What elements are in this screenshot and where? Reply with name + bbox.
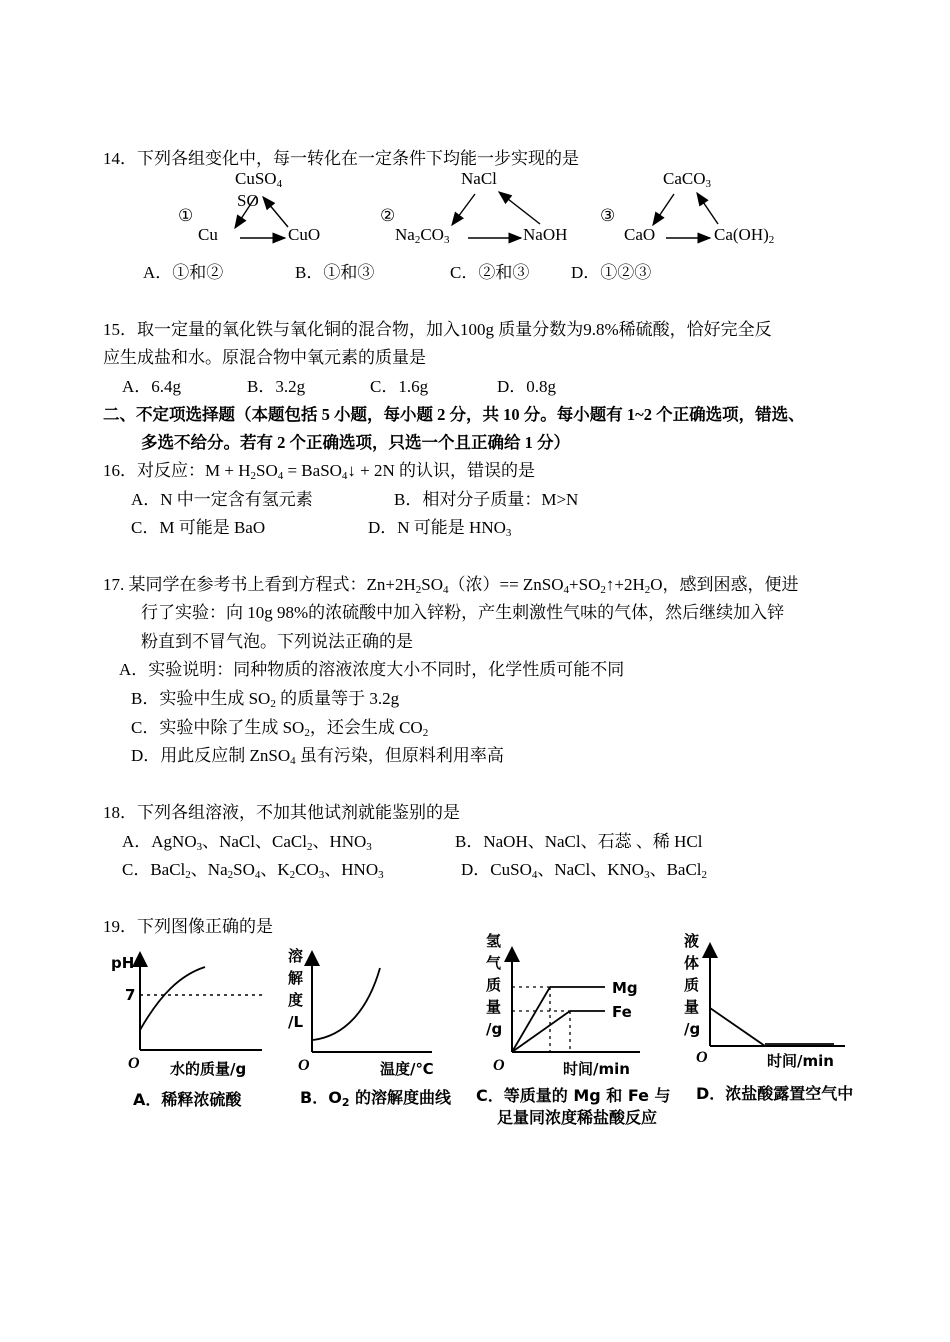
formula-top: CuSO$_4$ [235,169,283,190]
graph-c-caption-1: C．等质量的 Mg 和 Fe 与 [476,1086,671,1105]
graph-c-caption-2: 足量同浓度稀盐酸反应 [497,1108,658,1127]
graph-d-ylabel-2: 体 [684,954,700,972]
graph-b-ylabel-2: 解 [288,969,304,987]
q15-option-a[interactable]: A．6.4g [122,377,182,396]
diagram-number: ③ [600,206,616,225]
q17-option-d[interactable]: D．用此反应制 ZnSO$_4$ 虽有污染，但原料利用率高 [131,746,504,767]
q14-stem: 14．下列各组变化中，每一转化在一定条件下均能一步实现的是 [103,149,579,168]
q14-option-c[interactable]: C．②和③ [450,263,530,282]
graph-c-ylabel-2: 气 [486,954,502,972]
graph-d-ylabel-4: 量 [684,998,700,1016]
graph-b-xlabel: 温度/℃ [380,1060,434,1078]
graph-c-ylabel-5: /g [486,1020,503,1038]
q15-option-d[interactable]: D．0.8g [497,377,557,396]
diagram-number: ② [380,206,396,225]
graph-a-xlabel: 水的质量/g [170,1060,247,1078]
section-heading-line2: 多选不给分。若有 2 个正确选项，只选一个且正确给 1 分） [141,433,570,452]
q19-stem: 19．下列图像正确的是 [103,917,273,936]
q16-option-a[interactable]: A．N 中一定含有氢元素 [131,490,313,509]
q17-stem-line2: 行了实验：向 10g 98%的浓硫酸中加入锌粉，产生刺激性气味的气体，然后继续加入锌 [141,603,785,622]
formula-right: $Ca(OH)_2$ [714,225,775,246]
graph-c-origin: O [493,1057,505,1074]
graph-b-ylabel-1: 溶 [288,947,304,965]
q17-option-b[interactable]: B．实验中生成 $SO_2$ 的质量等于 3.2g [131,689,400,710]
graph-d-origin: O [696,1049,708,1066]
q16-stem: 16．对反应：$M + H_2SO_4$ = BaSO$_4$↓ + 2N 的认识，错误的是 [103,461,536,482]
q15-option-c[interactable]: C．1.6g [370,377,429,396]
q18-option-a[interactable]: A．AgNO$_3$、NaCl、CaCl$_2$、$HNO_3$ [122,832,372,853]
graph-c-ylabel-4: 量 [486,998,502,1016]
graph-d-xlabel: 时间/min [767,1052,834,1070]
graph-d-caption: D．浓盐酸露置空气中 [696,1084,854,1103]
graph-a-seven: 7 [125,986,136,1004]
graph-a-caption: A．稀释浓硫酸 [133,1090,242,1109]
q18-stem: 18．下列各组溶液，不加其他试剂就能鉴别的是 [103,803,460,822]
graph-b-origin: O [298,1057,310,1074]
graph-c-fe-label: Fe [612,1003,632,1021]
formula-right: NaOH [523,225,568,244]
formula-left: CaO [624,225,656,244]
graph-b-ylabel-4: /L [288,1013,304,1031]
q15-stem-line1: 15．取一定量的氧化铁与氧化铜的混合物，加入100g 质量分数为9.8%稀硫酸，恰好完全反 [103,320,772,339]
formula-right: CuO [288,225,321,244]
q16-option-d[interactable]: D．N 可能是 $HNO_3$ [368,518,512,539]
formula-top: CaCO$_3$ [663,169,711,190]
graph-b-caption: B．$O_2$ 的溶解度曲线 [300,1088,452,1109]
graph-b-ylabel-3: 度 [288,991,304,1009]
q14-option-a[interactable]: A．①和② [143,263,224,282]
graph-a-ylabel: pH [111,954,135,972]
q15-option-b[interactable]: B．3.2g [247,377,306,396]
graph-d-ylabel-3: 质 [684,976,700,994]
q18-option-d[interactable]: D．CuSO$_4$、NaCl、$KNO_3$、BaCl$_2$ [461,860,708,881]
q15-stem-line2: 应生成盐和水。原混合物中氧元素的质量是 [103,348,426,367]
q18-option-b[interactable]: B．NaOH、NaCl、石蕊 、稀 HCl [455,832,703,851]
graph-c-mg-label: Mg [612,979,638,997]
q14-option-d[interactable]: D．①②③ [571,263,652,282]
formula-mid: SO [237,191,259,210]
formula-left: $Na_2CO_3$ [395,225,450,246]
graph-d-ylabel-1: 液 [684,932,700,950]
graph-a-origin: O [128,1055,140,1072]
q18-option-c[interactable]: C．BaCl$_2$、$Na_2SO_4$、$K_2CO_3$、$HNO_3$ [122,860,384,881]
q16-option-c[interactable]: C．M 可能是 BaO [131,518,266,537]
q17-option-a[interactable]: A．实验说明：同种物质的溶液浓度大小不同时，化学性质可能不同 [119,660,625,679]
q14-option-b[interactable]: B．①和③ [295,263,375,282]
q17-stem-line1: 17. 某同学在参考书上看到方程式：$Zn+2H_2SO_4$（浓）== $ZnSO_4+SO_2↑+2H_2O$，感到困惑，便进 [103,575,799,596]
q17-stem-line3: 粉直到不冒气泡。下列说法正确的是 [141,632,413,651]
graph-c-ylabel-3: 质 [486,976,502,994]
graph-d-ylabel-5: /g [684,1020,701,1038]
formula-top: NaCl [461,169,497,188]
section-heading-line1: 二、不定项选择题（本题包括 5 小题，每小题 2 分，共 10 分。每小题有 1~2 个正确选项，错选、 [103,405,805,424]
q16-option-b[interactable]: B．相对分子质量：M>N [394,490,579,509]
formula-left: Cu [198,225,218,244]
q17-option-c[interactable]: C．实验中除了生成 $SO_2$，还会生成 $CO_2$ [131,718,429,739]
graph-c-xlabel: 时间/min [563,1060,630,1078]
diagram-number: ① [178,206,194,225]
graph-c-ylabel-1: 氢 [486,932,502,950]
